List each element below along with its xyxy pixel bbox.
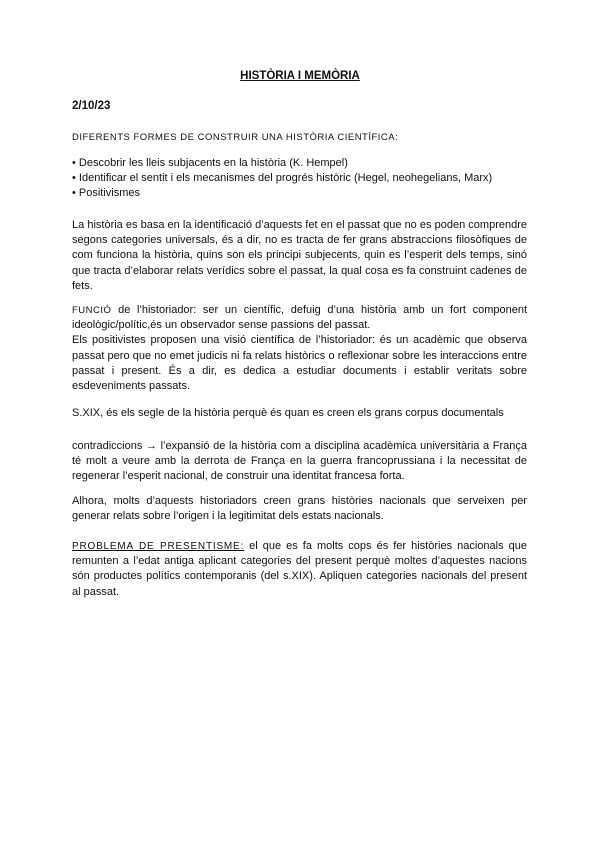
paragraph-text <box>72 303 527 333</box>
section-subtitle: DIFERENTS FORMES DE CONSTRUIR UNA HISTÒRIA CIENTÍFICA: <box>72 132 399 143</box>
paragraph <box>72 406 527 421</box>
list-item: • Identificar el sentit i els mecanismes del progrés històric (Hegel, neohegelians, Marx) <box>72 172 493 185</box>
date-heading: 2/10/23 <box>72 100 111 112</box>
paragraph-presentisme <box>72 539 527 600</box>
paragraph-text: S.XIX, és els segle de la història perquè és quan es creen els grans corpus documentals <box>72 407 504 419</box>
list-item: • Positivismes <box>72 187 141 200</box>
paragraph-text: Els positivistes proposen una visió científica de l’historiador: és un acadèmic que observa passat pero que no emet judicis ni fa relats històrics o reflexionar sobre les interaccions entre passat i present. És a dir, es dedica a estudiar documents i establir veritats sobre esdeveniments passats. <box>72 334 527 393</box>
paragraph-text-rest: de l’historiador: ser un científic, defuig d’una història amb un fort component ideològic/polític,és un observador sense passions del passat. <box>72 304 527 332</box>
paragraph-text-rest: el que es fa molts cops és fer històries nacionals que remunten a l’edat antiga aplicant categories del present perquè moltes d’aquestes nacions són productes polítics contemporanis (del s.XIX). Apliquen categories nacionals del present al passat. <box>72 540 527 598</box>
keyword-funcio: FUNCIÓ <box>72 305 112 316</box>
paragraph-text: La història es basa en la identificació d’aquests fet en el passat que no es poden comprendre segons categories universals, és a dir, no es tracta de fer grans abstraccions filosòfiques de com funciona la història, quins son els principi subjecents, quin es l’esperit dels temps, sinó que tracta d’elaborar relats verídics sobre el passat, la qual cosa es fa construint cadenes de fets. <box>72 219 527 292</box>
paragraph-text <box>72 539 527 600</box>
keyword-presentisme: PROBLEMA DE PRESENTISME: <box>72 541 245 552</box>
page-title: HISTÒRIA I MEMÒRIA <box>240 70 360 82</box>
list-item: • Descobrir les lleis subjacents en la història (K. Hempel) <box>72 157 348 169</box>
paragraph <box>72 494 527 524</box>
paragraph-funcio <box>72 303 527 394</box>
paragraph <box>72 439 527 485</box>
paragraph-text: contradiccions → l’expansió de la història com a disciplina acadèmica universitària a França té molt a veure amb la derrota de França en la guerra francoprussiana i la necessitat de regenerar l’esperit nacional, de construir una identitat francesa forta. <box>72 440 527 483</box>
bullet-list <box>72 156 527 202</box>
paragraph-text: Alhora, molts d’aquests historiadors creen grans històries nacionals que serveixen per generar relats sobre l’origen i la legitimitat dels estats nacionals. <box>72 495 527 523</box>
paragraph <box>72 218 527 294</box>
